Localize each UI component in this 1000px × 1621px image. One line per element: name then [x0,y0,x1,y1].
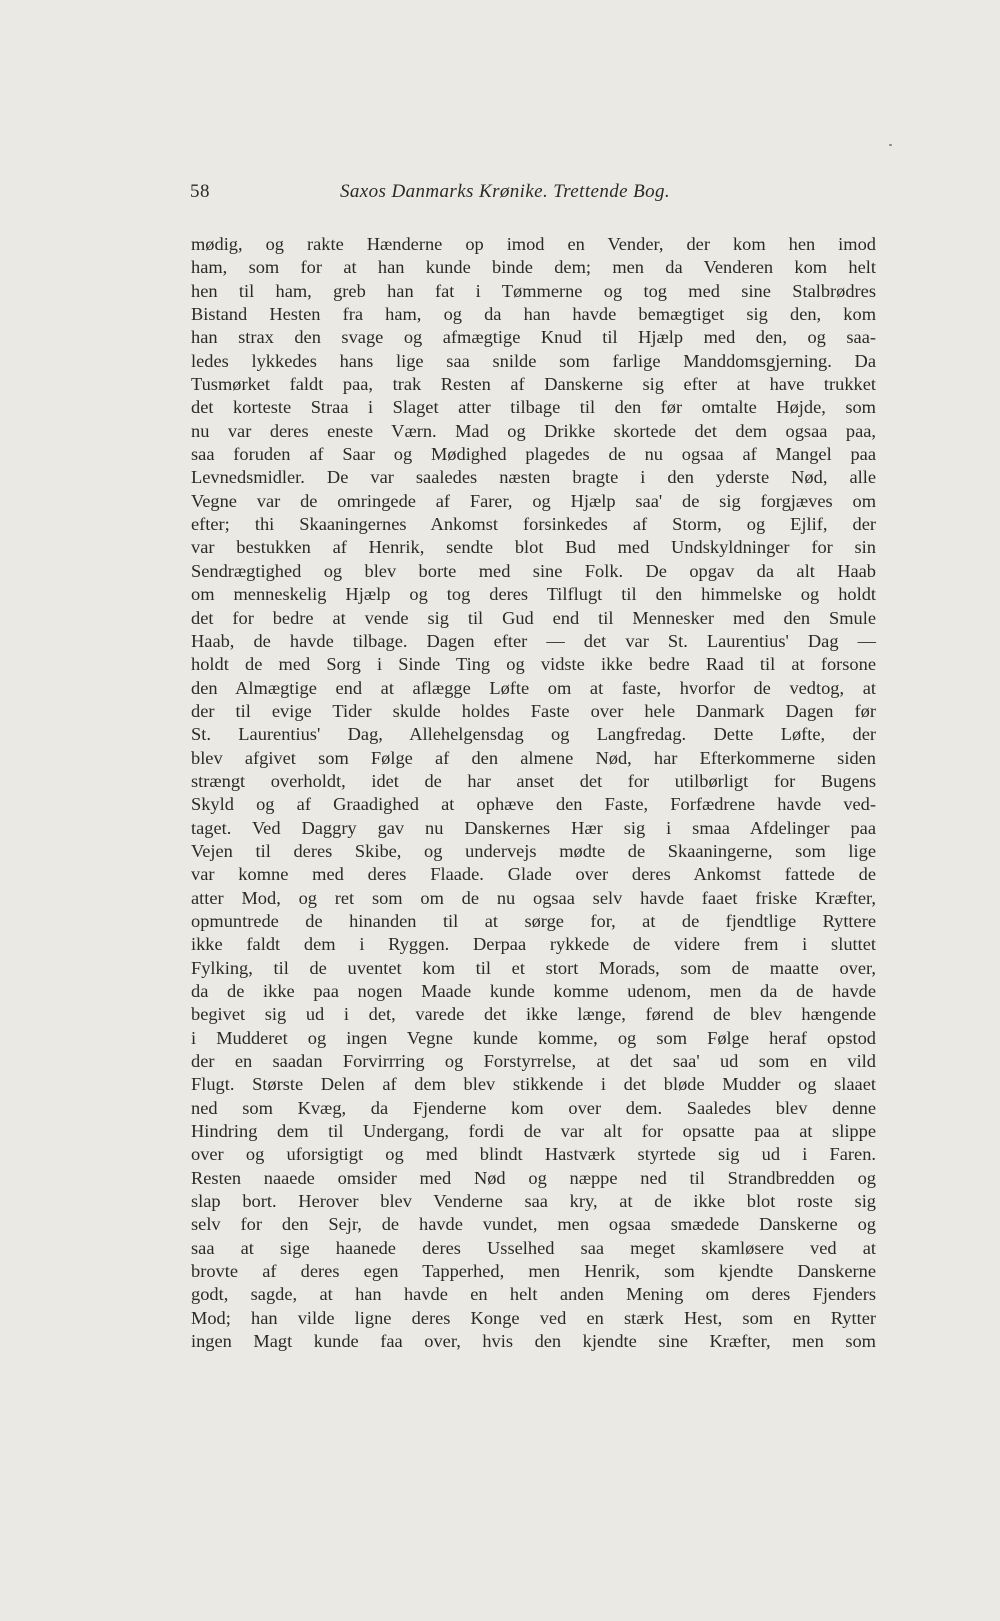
page-header [190,181,880,211]
text-line: ingen Magt kunde faa over, hvis den kjendte sine Kræfter, men som [191,1331,876,1352]
text-line: nu var deres eneste Værn. Mad og Drikke skortede det dem ogsaa paa, [191,420,876,441]
text-line: ledes lykkedes hans lige saa snilde som farlige Manddomsgjerning. Da [191,350,876,371]
text-line: strængt overholdt, idet de har anset det for utilbørligt for Bugens [191,770,876,791]
text-line: Mod; han vilde ligne deres Konge ved en stærk Hest, som en Rytter [191,1307,876,1328]
text-line: saa at sige haanede deres Usselhed saa meget skamløsere ved at [191,1237,876,1258]
text-line: taget. Ved Daggry gav nu Danskernes Hær sig i smaa Afdelinger paa [191,817,876,838]
text-line: brovte af deres egen Tapperhed, men Henrik, som kjendte Danskerne [191,1261,876,1282]
text-line: var komne med deres Flaade. Glade over deres Ankomst fattede de [191,864,876,885]
text-line: Fylking, til de uventet kom til et stort Morads, som de maatte over, [191,957,876,978]
paper-speck [889,144,892,146]
page-number: 58 [190,181,210,202]
text-line: var bestukken af Henrik, sendte blot Bud med Undskyldninger for sin [191,537,876,558]
text-line: Haab, de havde tilbage. Dagen efter — det var St. Laurentius' Dag — [191,630,876,651]
text-line: selv for den Sejr, de havde vundet, men ogsaa smædede Danskerne og [191,1214,876,1235]
text-line: Bistand Hesten fra ham, og da han havde bemægtiget sig den, kom [191,304,876,325]
text-line: Hindring dem til Undergang, fordi de var alt for opsatte paa at slippe [191,1121,876,1142]
text-line: der en saadan Forvirrring og Forstyrrelse, at det saa' ud som en vild [191,1051,876,1072]
text-line: opmuntrede de hinanden til at sørge for, at de fjendtlige Ryttere [191,910,876,931]
text-line: om menneskelig Hjælp og tog deres Tilflugt til den himmelske og holdt [191,584,876,605]
text-line: mødig, og rakte Hænderne op imod en Vender, der kom hen imod [191,234,876,254]
text-line: over og uforsigtigt og med blindt Hastværk styrtede sig ud i Faren. [191,1144,876,1165]
text-line: blev afgivet som Følge af den almene Nød, har Efterkommerne siden [191,747,876,768]
text-line: ned som Kvæg, da Fjenderne kom over dem. Saaledes blev denne [191,1097,876,1118]
text-line: saa foruden af Saar og Mødighed plagedes de nu ogsaa af Mangel paa [191,444,876,465]
text-line: Vegne var de omringede af Farer, og Hjælp saa' de sig forgjæves om [191,490,876,511]
text-line: det for bedre at vende sig til Gud end til Mennesker med den Smule [191,607,876,628]
text-line: da de ikke paa nogen Maade kunde komme udenom, men da de havde [191,981,876,1001]
text-line: ham, som for at han kunde binde dem; men da Venderen kom helt [191,257,876,278]
text-line: Sendrægtighed og blev borte med sine Folk. De opgav da alt Haab [191,560,876,581]
text-line: Skyld og af Graadighed at ophæve den Faste, Forfædrene havde ved- [191,794,876,815]
text-line: Resten naaede omsider med Nød og næppe ned til Strandbredden og [191,1167,876,1188]
text-line: han strax den svage og afmægtige Knud til Hjælp med den, og saa- [191,327,876,348]
text-line: Tusmørket faldt paa, trak Resten af Danskerne sig efter at have trukket [191,374,876,395]
text-line: i Mudderet og ingen Vegne kunde komme, og som Følge heraf opstod [191,1027,876,1048]
text-line: begivet sig ud i det, varede det ikke længe, førend de blev hængende [191,1004,876,1025]
text-line: efter; thi Skaaningernes Ankomst forsinkedes af Storm, og Ejlif, der [191,514,876,535]
text-line: atter Mod, og ret som om de nu ogsaa selv havde faaet friske Kræfter, [191,887,876,908]
running-title: Saxos Danmarks Krønike. Trettende Bog. [340,181,671,202]
text-line: der til evige Tider skulde holdes Faste over hele Danmark Dagen før [191,700,876,721]
text-line: ikke faldt dem i Ryggen. Derpaa rykkede de videre frem i sluttet [191,934,876,955]
text-line: slap bort. Herover blev Venderne saa kry, at de ikke blot roste sig [191,1191,876,1212]
text-line: Vejen til deres Skibe, og undervejs mødte de Skaaningerne, som lige [191,840,876,861]
text-line: Flugt. Største Delen af dem blev stikkende i det bløde Mudder og slaaet [191,1074,876,1095]
text-line: den Almægtige end at aflægge Løfte om at faste, hvorfor de vedtog, at [191,677,876,698]
text-line: godt, sagde, at han havde en helt anden Mening om deres Fjenders [191,1284,876,1305]
text-line: hen til ham, greb han fat i Tømmerne og tog med sine Stalbrødres [191,280,876,301]
text-line: det korteste Straa i Slaget atter tilbage til den før omtalte Højde, som [191,397,876,418]
text-line: holdt de med Sorg i Sinde Ting og vidste ikke bedre Raad til at forsone [191,654,876,675]
body-text [191,233,876,1354]
text-line: St. Laurentius' Dag, Allehelgensdag og Langfredag. Dette Løfte, der [191,724,876,745]
text-line: Levnedsmidler. De var saaledes næsten bragte i den yderste Nød, alle [191,467,876,488]
